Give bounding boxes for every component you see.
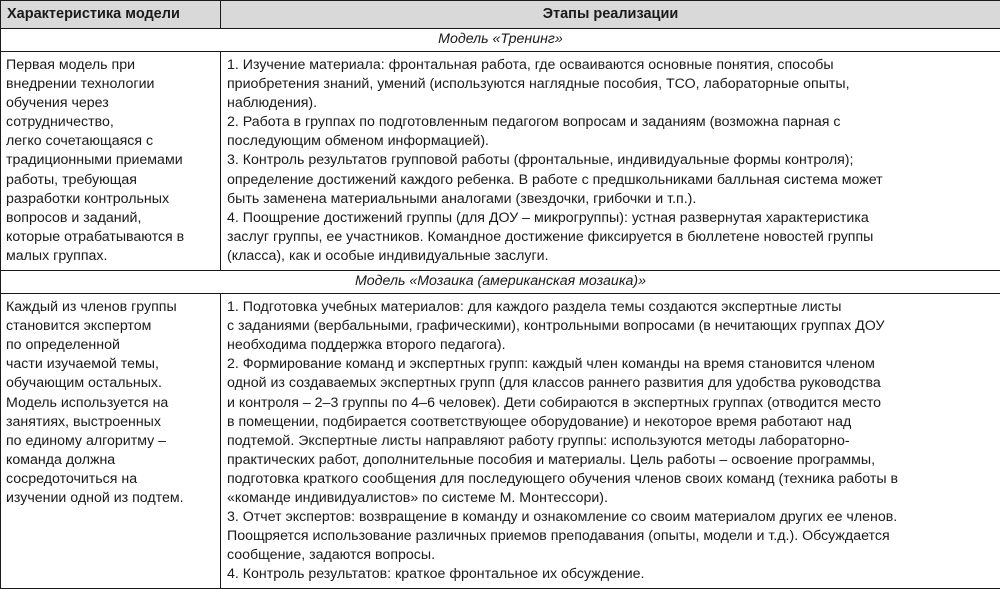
text-line: наблюдения).: [227, 94, 996, 113]
header-model-characteristic: Характеристика модели: [1, 1, 221, 29]
header-row: [1, 1, 1000, 29]
text-line: определение достижений каждого ребенка. В работе с предшкольниками балльная система может: [227, 171, 996, 190]
header-implementation-stages: Этапы реализации: [221, 1, 1000, 29]
model-row-training: [1, 52, 1000, 271]
text-line: внедрении технологии: [6, 75, 216, 94]
text-line: Модель используется на: [6, 394, 216, 413]
model-title-mosaic: Модель «Мозаика (американская мозаика)»: [1, 271, 1000, 294]
text-line: приобретения знаний, умений (используются наглядные пособия, ТСО, лабораторные опыты,: [227, 75, 996, 94]
text-line: малых группах.: [6, 247, 216, 266]
text-line: части изучаемой темы,: [6, 355, 216, 374]
text-line: 1. Изучение материала: фронтальная работа, где осваиваются основные понятия, способы: [227, 56, 996, 75]
text-line: легко сочетающаяся с: [6, 132, 216, 151]
text-line: в помещении, подбирается соответствующее оборудование) и некоторое время работают над: [227, 413, 996, 432]
text-line: работы, требующая: [6, 171, 216, 190]
text-line: Первая модель при: [6, 56, 216, 75]
text-line: Каждый из членов группы: [6, 298, 216, 317]
text-line: необходима поддержка второго педагога).: [227, 336, 996, 355]
text-line: 2. Формирование команд и экспертных групп: каждый член команды на время становится членом: [227, 355, 996, 374]
text-line: практических работ, дополнительные пособия и материалы. Цель работы – освоение программы,: [227, 451, 996, 470]
text-line: подтемой. Экспертные листы направляют работу группы: используются методы лабораторно-: [227, 432, 996, 451]
text-line: 2. Работа в группах по подготовленным педагогом вопросам и заданиям (возможна парная с: [227, 113, 996, 132]
model-description-training: [1, 52, 221, 271]
text-line: 3. Контроль результатов групповой работы (фронтальные, индивидуальные формы контроля);: [227, 151, 996, 170]
text-line: заслуг группы, ее участников. Командное достижение фиксируется в бюллетене новостей группы: [227, 228, 996, 247]
model-stages-training: [221, 52, 1000, 271]
text-line: сотрудничество,: [6, 113, 216, 132]
model-title-row-mosaic: [1, 271, 1000, 294]
text-line: изучении одной из подтем.: [6, 489, 216, 508]
text-line: разработки контрольных: [6, 190, 216, 209]
text-line: сообщение, задаются вопросы.: [227, 546, 996, 565]
model-description-mosaic: [1, 294, 221, 589]
text-line: (класса), как и особые индивидуальные заслуги.: [227, 247, 996, 266]
text-line: последующим обменом информацией).: [227, 132, 996, 151]
text-line: команда должна: [6, 451, 216, 470]
model-stages-mosaic: [221, 294, 1000, 589]
text-line: вопросов и заданий,: [6, 209, 216, 228]
text-line: традиционными приемами: [6, 151, 216, 170]
text-line: 4. Контроль результатов: краткое фронтальное их обсуждение.: [227, 565, 996, 584]
text-line: с заданиями (вербальными, графическими), контрольными вопросами (в нечитающих группах ДОУ: [227, 317, 996, 336]
text-line: 1. Подготовка учебных материалов: для каждого раздела темы создаются экспертные листы: [227, 298, 996, 317]
text-line: 3. Отчет экспертов: возвращение в команду и ознакомление со своим материалом других ее членов.: [227, 508, 996, 527]
model-title-row-training: [1, 29, 1000, 52]
text-line: 4. Поощрение достижений группы (для ДОУ – микрогруппы): устная развернутая характеристика: [227, 209, 996, 228]
text-line: быть заменена материальными аналогами (звездочки, грибочки и т.п.).: [227, 190, 996, 209]
text-line: «команде индивидуалистов» по системе М. Монтессори).: [227, 489, 996, 508]
text-line: занятиях, выстроенных: [6, 413, 216, 432]
text-line: обучающим остальных.: [6, 374, 216, 393]
text-line: по единому алгоритму –: [6, 432, 216, 451]
text-line: по определенной: [6, 336, 216, 355]
text-line: сосредоточиться на: [6, 470, 216, 489]
text-line: одной из создаваемых экспертных групп (для классов раннего развития для удобства руководства: [227, 374, 996, 393]
text-line: которые отрабатываются в: [6, 228, 216, 247]
text-line: подготовка краткого сообщения для последующего обучения членов своих команд (техника работы в: [227, 470, 996, 489]
model-row-mosaic: [1, 294, 1000, 589]
text-line: и контроля – 2–3 группы по 4–6 человек). Дети собираются в экспертных группах (отводится место: [227, 394, 996, 413]
text-line: становится экспертом: [6, 317, 216, 336]
text-line: обучения через: [6, 94, 216, 113]
text-line: Поощряется использование различных приемов преподавания (опыты, модели и т.д.). Обсуждается: [227, 527, 996, 546]
model-title-training: Модель «Тренинг»: [1, 29, 1000, 52]
